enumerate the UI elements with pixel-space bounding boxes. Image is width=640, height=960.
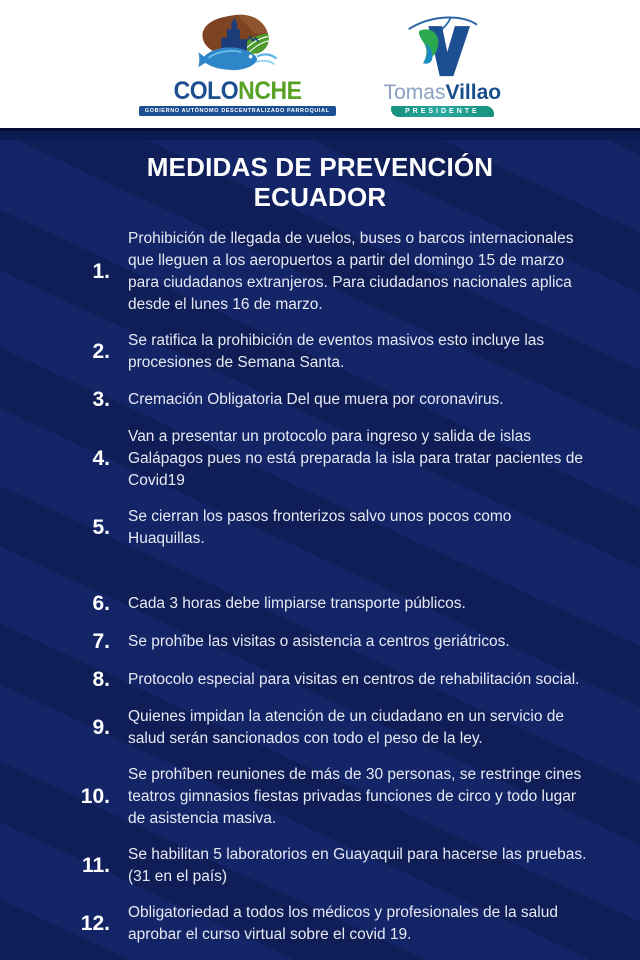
measure-text: Cada 3 horas debe limpiarse transporte públicos. — [128, 595, 466, 612]
measure-text: Obligatoriedad a todos los médicos y profesionales de la salud aprobar el curso virtual sobre el covid 19. — [128, 904, 558, 943]
measure-number: 12. — [80, 912, 110, 935]
colonche-logo — [139, 12, 336, 116]
villao-logo — [384, 11, 502, 117]
measure-number: 6. — [92, 592, 110, 615]
measure-item — [0, 506, 640, 550]
measure-item — [0, 764, 640, 830]
measure-item — [0, 668, 640, 692]
measure-item — [0, 426, 640, 492]
villao-first-name: Tomas — [383, 81, 446, 104]
colonche-emblem-icon — [178, 12, 296, 83]
measure-number: 7. — [92, 630, 110, 653]
colonche-wordmark — [173, 79, 301, 104]
measure-text: Protocolo especial para visitas en centros de rehabilitación social. — [128, 671, 580, 688]
measure-item — [0, 330, 640, 374]
villao-presidente-banner: PRESIDENTE — [391, 106, 494, 117]
villao-emblem-icon — [392, 11, 492, 88]
measure-text: Cremación Obligatoria Del que muera por coronavirus. — [128, 391, 504, 408]
measure-text: Se cierran los pasos fronterizos salvo unos pocos como Huaquillas. — [128, 508, 512, 547]
measure-text: Quienes impidan la atención de un ciudadano en un servicio de salud serán sancionados con todo el peso de la ley. — [128, 708, 565, 747]
measure-item — [0, 592, 640, 616]
measure-item — [0, 902, 640, 946]
measure-item — [0, 706, 640, 750]
header-separator-band — [0, 128, 640, 140]
villao-last-name: Villao — [445, 81, 502, 104]
colonche-word-green: NCHE — [237, 77, 302, 105]
title-line-1: MEDIDAS DE PREVENCIÓN — [146, 152, 494, 182]
measures-list — [0, 228, 640, 946]
colonche-tagline: GOBIERNO AUTÓNOMO DESCENTRALIZADO PARROQUIAL — [139, 106, 336, 116]
measure-text: Se ratifica la prohibición de eventos masivos esto incluye las procesiones de Semana Santa. — [128, 332, 545, 371]
measure-item — [0, 388, 640, 412]
measure-number: 4. — [92, 447, 110, 470]
measure-item — [0, 630, 640, 654]
measure-text: Prohibición de llegada de vuelos, buses o barcos internacionales que lleguen a los aeropuertos a partir del domingo 15 de marzo para ciudadanos extranjeros. Para ciudadanos nacionales aplica desde el lunes 16 de marzo. — [128, 230, 574, 313]
title-line-2: ECUADOR — [253, 182, 387, 212]
poster-title — [0, 140, 640, 212]
measure-number: 1. — [92, 260, 110, 283]
measure-number: 5. — [92, 516, 110, 539]
colonche-word-blue: COLO — [173, 77, 238, 105]
villao-wordmark — [384, 82, 502, 103]
measure-number: 11. — [81, 854, 110, 877]
measure-item — [0, 844, 640, 888]
measure-number: 10. — [80, 785, 110, 808]
measure-text: Se prohîben reuniones de más de 30 personas, se restringe cines teatros gimnasios fiestas privadas funciones de circo y todo lugar de asistencia masiva. — [128, 766, 582, 827]
measure-text: Se habilitan 5 laboratorios en Guayaquil para hacerse las pruebas. (31 en el país) — [128, 846, 587, 885]
measure-number: 8. — [92, 668, 110, 691]
measure-number: 3. — [92, 388, 110, 411]
measure-number: 2. — [92, 340, 110, 363]
measure-number: 9. — [92, 716, 110, 739]
measure-text: Se prohîbe las visitas o asistencia a centros geriátricos. — [128, 633, 510, 650]
measure-item — [0, 228, 640, 316]
header — [0, 0, 640, 128]
measure-text: Van a presentar un protocolo para ingreso y salida de islas Galápagos pues no está preparada la isla para tratar pacientes de Covid19 — [128, 428, 583, 489]
